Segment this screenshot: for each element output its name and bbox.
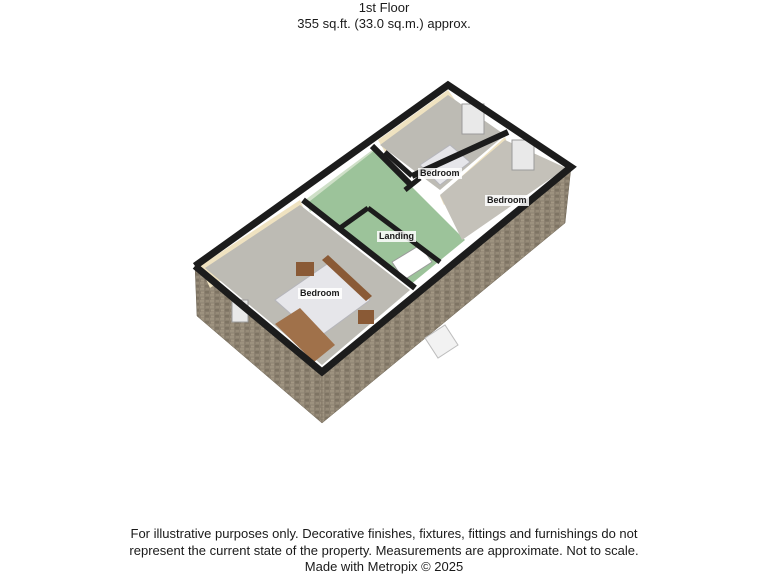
room-label-bedroom-main: Bedroom [300, 288, 340, 298]
disclaimer-line-2: represent the current state of the property. Measurements are approximate. Not to scale. [129, 542, 639, 558]
disclaimer [0, 526, 768, 576]
window-right [512, 140, 534, 170]
disclaimer-line-1: For illustrative purposes only. Decorative finishes, fixtures, fittings and furnishings do not [130, 526, 638, 541]
room-label-bedroom-right: Bedroom [487, 195, 527, 205]
floor-title: 1st Floor [358, 0, 410, 15]
floor-area: 355 sq.ft. (33.0 sq.m.) approx. [297, 16, 471, 31]
copyright: Made with Metropix © 2025 [304, 559, 464, 574]
room-label-bedroom-top: Bedroom [420, 168, 460, 178]
bedside-table-right [358, 310, 374, 324]
bedside-table-left [296, 262, 314, 276]
room-label-landing: Landing [379, 231, 414, 241]
